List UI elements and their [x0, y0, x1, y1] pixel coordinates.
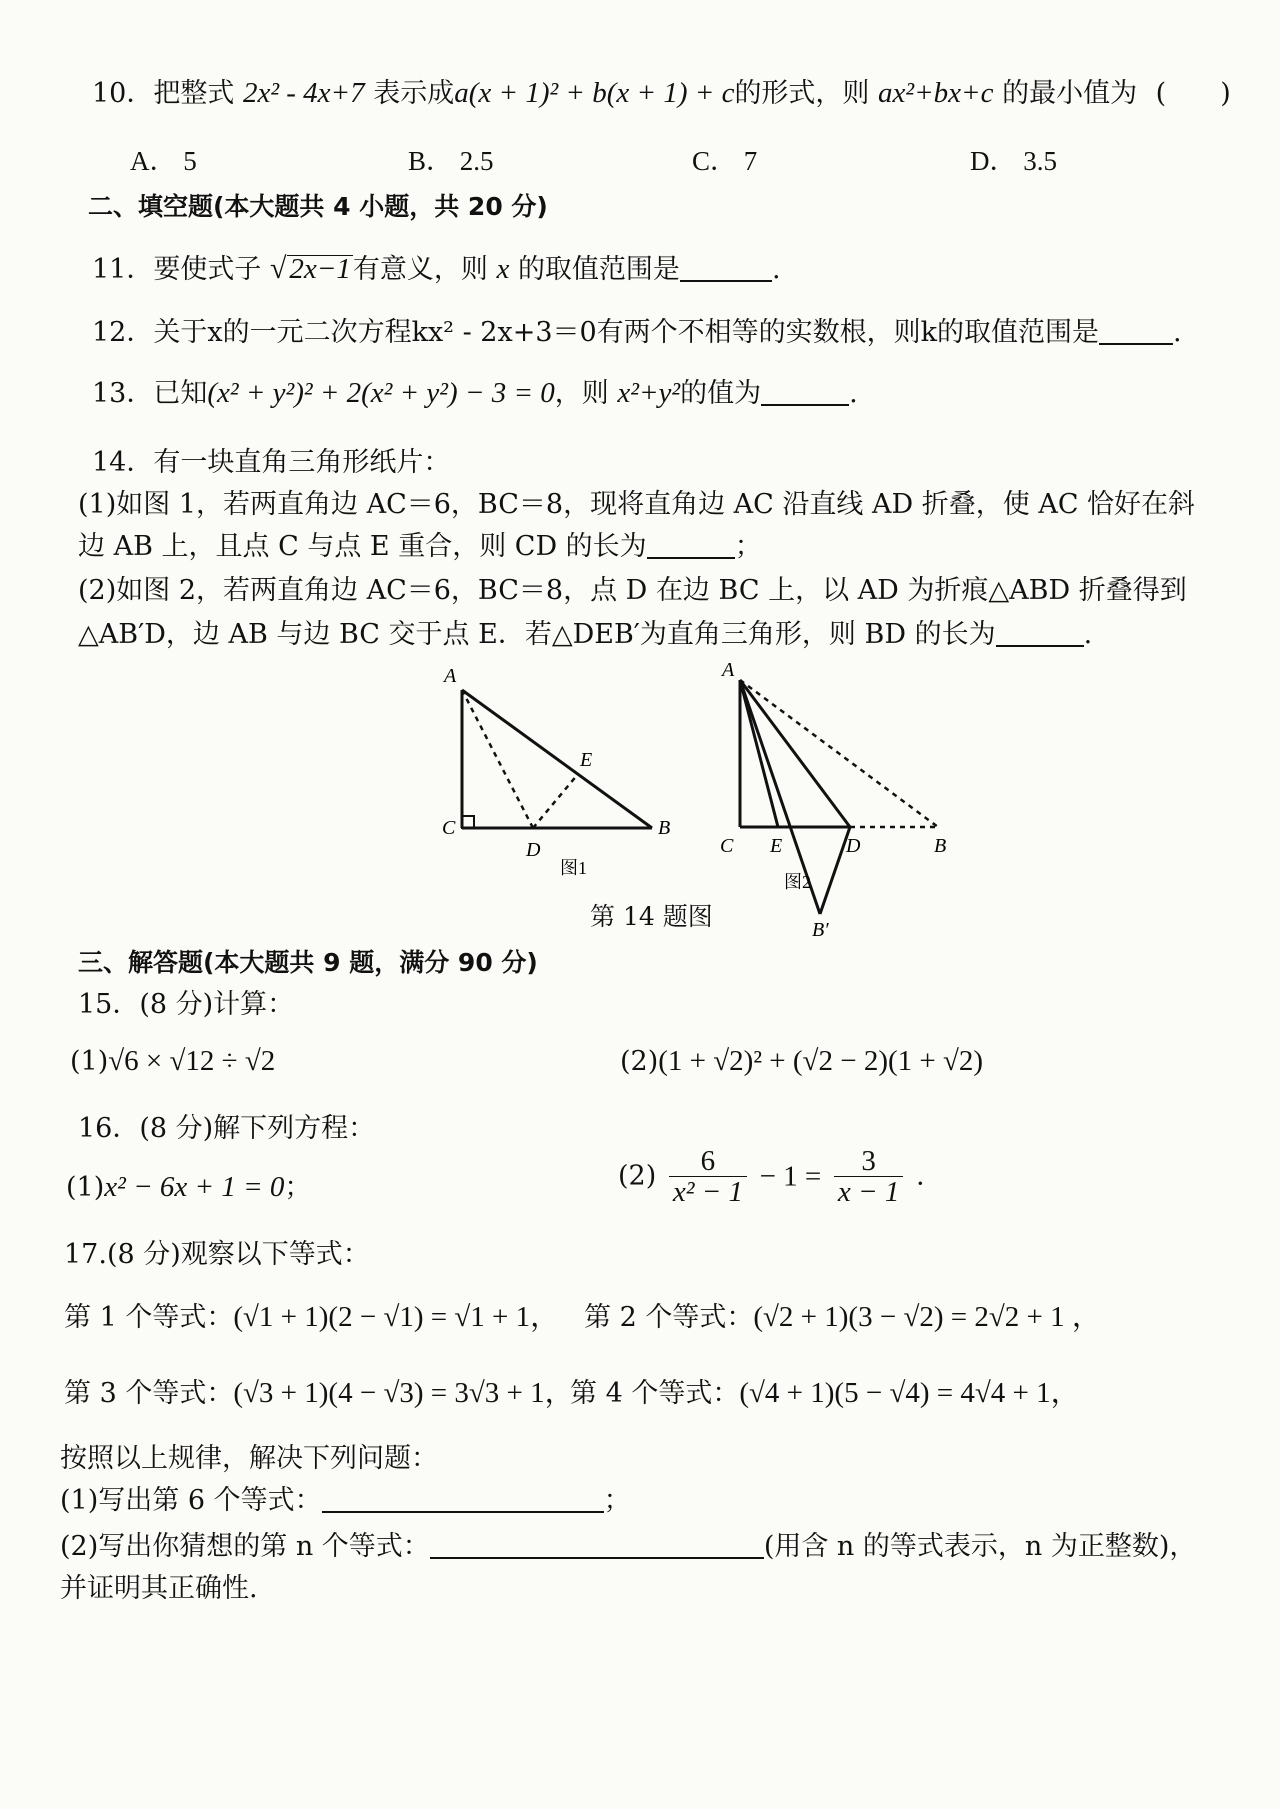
q15-title: 15．(8 分)计算： [78, 989, 295, 1020]
q10-option-c: C． 7 [692, 146, 758, 176]
q14-part1-line1: (1)如图 1，若两直角边 AC＝6，BC＝8，现将直角边 AC 沿直线 AD 折叠，使 AC 恰好在斜 [78, 489, 1196, 520]
q17-part2: (2)写出你猜想的第 n 个等式： (用含 n 的等式表示，n 为正整数)， [60, 1531, 1197, 1562]
q10-text3: 的形式，则 [734, 78, 870, 109]
figure-2 [700, 652, 980, 942]
fig2-label-d: D [846, 835, 861, 857]
q10-expression: 2x² - 4x+7 [242, 77, 365, 109]
q10-line [92, 76, 1231, 111]
q17-intro: 按照以上规律，解决下列问题： [60, 1443, 438, 1474]
fig2-original-side-ab [740, 680, 938, 827]
q17-equation-2: 第 2 个等式：(√2 + 1)(3 − √2) = 2√2 + 1 ， [584, 1301, 1101, 1333]
q17-part2-blank[interactable] [430, 1531, 764, 1559]
q15-part2: (2)(1 + √2)² + (√2 − 2)(1 + √2) [620, 1045, 984, 1077]
fig1-caption: 图1 [560, 858, 587, 878]
q14-part1-line2: 边 AB 上，且点 C 与点 E 重合，则 CD 的长为 ； [78, 531, 762, 562]
fig1-label-c: C [442, 817, 456, 839]
q14-title: 14．有一块直角三角形纸片： [92, 447, 451, 478]
q14-part1-blank[interactable] [647, 531, 735, 559]
q17-part3: 并证明其正确性. [60, 1573, 258, 1604]
q10-option-d: D． 3.5 [970, 146, 1057, 176]
q13-equation: (x² + y²)² + 2(x² + y²) − 3 = 0 [207, 377, 555, 409]
fig1-fold-line-ad [462, 690, 533, 828]
fig2-label-e: E [770, 835, 783, 857]
fig1-label-d: D [526, 839, 541, 861]
q10-target: ax²+bx+c [878, 77, 994, 109]
q15-part1: (1)√6 × √12 ÷ √2 [70, 1045, 276, 1077]
q17-part1: (1)写出第 6 个等式： ； [60, 1485, 631, 1516]
q10-text2: 表示成 [373, 78, 455, 109]
section3-title: 三、解答题(本大题共 9 题，满分 90 分) [78, 948, 538, 977]
q13-line: 13．已知(x² + y²)² + 2(x² + y²) − 3 = 0，则 x²+y²的值为 . [92, 377, 858, 409]
q17-equation-1: 第 1 个等式：(√1 + 1)(2 − √1) = √1 + 1， [64, 1301, 560, 1333]
q17-title: 17.(8 分)观察以下等式： [64, 1239, 370, 1270]
fig1-right-angle-mark [462, 816, 474, 828]
q17-part1-blank[interactable] [322, 1485, 604, 1513]
q12-line: 12．关于x的一元二次方程kx² - 2x+3＝0有两个不相等的实数根，则k的取值范围是 . [92, 317, 1182, 348]
q10-text1: 把整式 [153, 78, 235, 109]
q10-option-a: A． 5 [130, 146, 197, 176]
section2-title: 二、填空题(本大题共 4 小题，共 20 分) [88, 192, 548, 221]
fig1-side-ab [462, 690, 652, 828]
fig2-label-b: B [934, 835, 947, 857]
q14-part2-line1: (2)如图 2，若两直角边 AC＝6，BC＝8，点 D 在边 BC 上，以 AD 为折痕△ABD 折叠得到 [78, 575, 1187, 606]
q16-part2: (2) $\frac{6}{\text{x² − 1}}$ − 1 = $\frac{3}{x - 1}$ . [618, 1145, 925, 1208]
q10-text4: 的最小值为 [1002, 78, 1138, 109]
q10-form: a(x + 1)² + b(x + 1) + c [454, 77, 735, 109]
fig1-segment-de [533, 774, 578, 828]
figure-caption: 第 14 题图 [590, 902, 713, 931]
fig2-segment-ae [740, 680, 778, 827]
q13-answer-blank[interactable] [761, 378, 849, 406]
q16-part1: (1)x² − 6x + 1 = 0； [66, 1171, 312, 1203]
q16-fraction-2: $\frac{3}{x - 1}$ [834, 1146, 903, 1207]
fig1-label-b: B [658, 817, 671, 839]
q12-answer-blank[interactable] [1099, 317, 1173, 345]
q10-number: 10． [92, 78, 154, 109]
fig2-label-c: C [720, 835, 734, 857]
q17-equation-3: 第 3 个等式：(√3 + 1)(4 − √3) = 3√3 + 1， [64, 1377, 574, 1409]
q16-fraction-1: $\frac{6}{\text{x² − 1}}$ [669, 1146, 747, 1207]
q14-part2-blank[interactable] [996, 619, 1084, 647]
q17-equation-4: 第 4 个等式：(√4 + 1)(5 − √4) = 4√4 + 1， [570, 1377, 1080, 1409]
q13-target: x²+y² [617, 377, 681, 409]
fig2-label-b-prime: B′ [812, 919, 829, 941]
q11-line: 11．要使式子 √ 2x−1有意义，则 x 的取值范围是 . [92, 252, 781, 285]
fig1-label-e: E [580, 749, 593, 771]
fig2-label-a: A [722, 659, 735, 681]
figure-1 [420, 660, 690, 900]
q11-answer-blank[interactable] [680, 254, 772, 282]
q10-option-b: B． 2.5 [408, 146, 494, 176]
q10-answer-paren: ( ) [1155, 78, 1231, 109]
q12-text: 关于x的一元二次方程kx² - 2x+3＝0有两个不相等的实数根，则k的取值范围是 [153, 317, 1100, 348]
q14-part2-line2: △AB′D，边 AB 与边 BC 交于点 E．若△DEB′为直角三角形，则 BD 的长为 . [78, 619, 1093, 650]
fig1-label-a: A [444, 665, 457, 687]
q16-title: 16．(8 分)解下列方程： [78, 1113, 376, 1144]
q11-radicand: 2x−1 [289, 253, 351, 285]
fig2-segment-ad [740, 680, 850, 827]
fig2-caption: 图2 [784, 872, 811, 892]
